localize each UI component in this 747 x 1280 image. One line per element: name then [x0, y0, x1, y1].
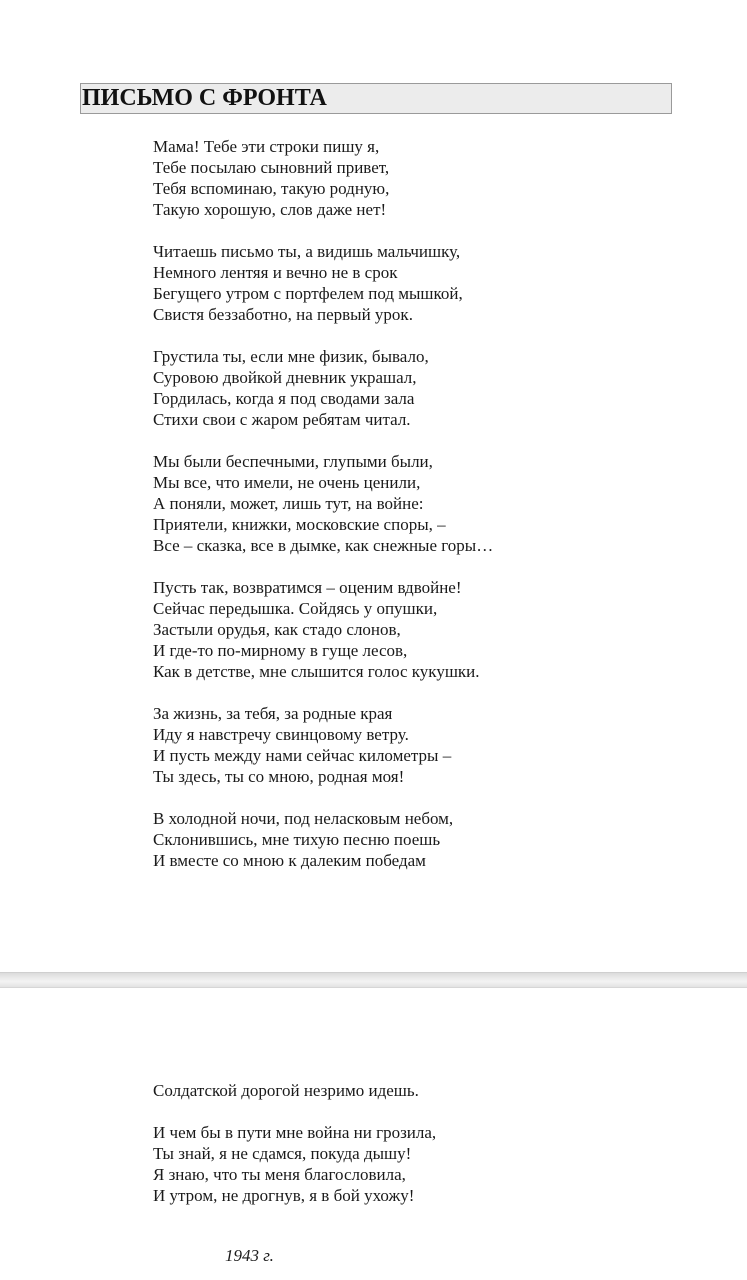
poem-line: Иду я навстречу свинцовому ветру. — [153, 725, 409, 744]
poem-line: И где-то по-мирному в гуще лесов, — [153, 641, 408, 660]
poem-line: Солдатской дорогой незримо идешь. — [153, 1081, 419, 1100]
stanza — [153, 346, 493, 430]
stanza — [153, 136, 493, 220]
poem-line: Застыли орудья, как стадо слонов, — [153, 620, 401, 639]
poem-line: Такую хорошую, слов даже нет! — [153, 200, 387, 219]
poem-line: Ты знай, я не сдамся, покуда дышу! — [153, 1144, 412, 1163]
poem-title: ПИСЬМО С ФРОНТА — [82, 85, 327, 111]
stanza — [153, 703, 493, 787]
poem-line: Тебя вспоминаю, такую родную, — [153, 179, 390, 198]
poem-line: И чем бы в пути мне война ни грозила, — [153, 1123, 437, 1142]
poem-line: А поняли, может, лишь тут, на войне: — [153, 494, 424, 513]
poem-line: Сейчас передышка. Сойдясь у опушки, — [153, 599, 438, 618]
poem-line: Склонившись, мне тихую песню поешь — [153, 830, 441, 849]
poem-line: Я знаю, что ты меня благословила, — [153, 1165, 406, 1184]
poem-line: В холодной ночи, под неласковым небом, — [153, 809, 454, 828]
poem-line: Тебе посылаю сыновний привет, — [153, 158, 390, 177]
stanza — [153, 808, 493, 871]
poem-line: Грустила ты, если мне физик, бывало, — [153, 347, 429, 366]
poem-line: Ты здесь, ты со мною, родная моя! — [153, 767, 405, 786]
poem-line: Пусть так, возвратимся – оценим вдвойне! — [153, 578, 462, 597]
poem-line: Мы были беспечными, глупыми были, — [153, 452, 433, 471]
stanza — [153, 577, 493, 682]
poem-line: Стихи свои с жаром ребятам читал. — [153, 410, 411, 429]
poem-line: Бегущего утром с портфелем под мышкой, — [153, 284, 463, 303]
poem-body-page-2 — [153, 1080, 436, 1227]
poem-line: Мама! Тебе эти строки пишу я, — [153, 137, 380, 156]
poem-line: Читаешь письмо ты, а видишь мальчишку, — [153, 242, 461, 261]
poem-date: 1943 г. — [225, 1246, 274, 1265]
stanza — [153, 241, 493, 325]
title-box — [80, 83, 672, 114]
poem-line: Приятели, книжки, московские споры, – — [153, 515, 446, 534]
poem-line: Немного лентяя и вечно не в срок — [153, 263, 398, 282]
poem-line: Мы все, что имели, не очень ценили, — [153, 473, 421, 492]
poem-line: И утром, не дрогнув, я в бой ухожу! — [153, 1186, 415, 1205]
poem-line: Свистя беззаботно, на первый урок. — [153, 305, 413, 324]
page-break — [0, 972, 747, 988]
poem-line: За жизнь, за тебя, за родные края — [153, 704, 393, 723]
poem-line: Суровою двойкой дневник украшал, — [153, 368, 417, 387]
stanza — [153, 451, 493, 556]
poem-line: Как в детстве, мне слышится голос кукушки. — [153, 662, 480, 681]
poem-line: Гордилась, когда я под сводами зала — [153, 389, 415, 408]
stanza — [153, 1080, 436, 1101]
stanza — [153, 1122, 436, 1206]
poem-body-page-1 — [153, 136, 493, 892]
poem-line: Все – сказка, все в дымке, как снежные горы… — [153, 536, 494, 555]
poem-line: И пусть между нами сейчас километры – — [153, 746, 452, 765]
poem-line: И вместе со мною к далеким победам — [153, 851, 426, 870]
